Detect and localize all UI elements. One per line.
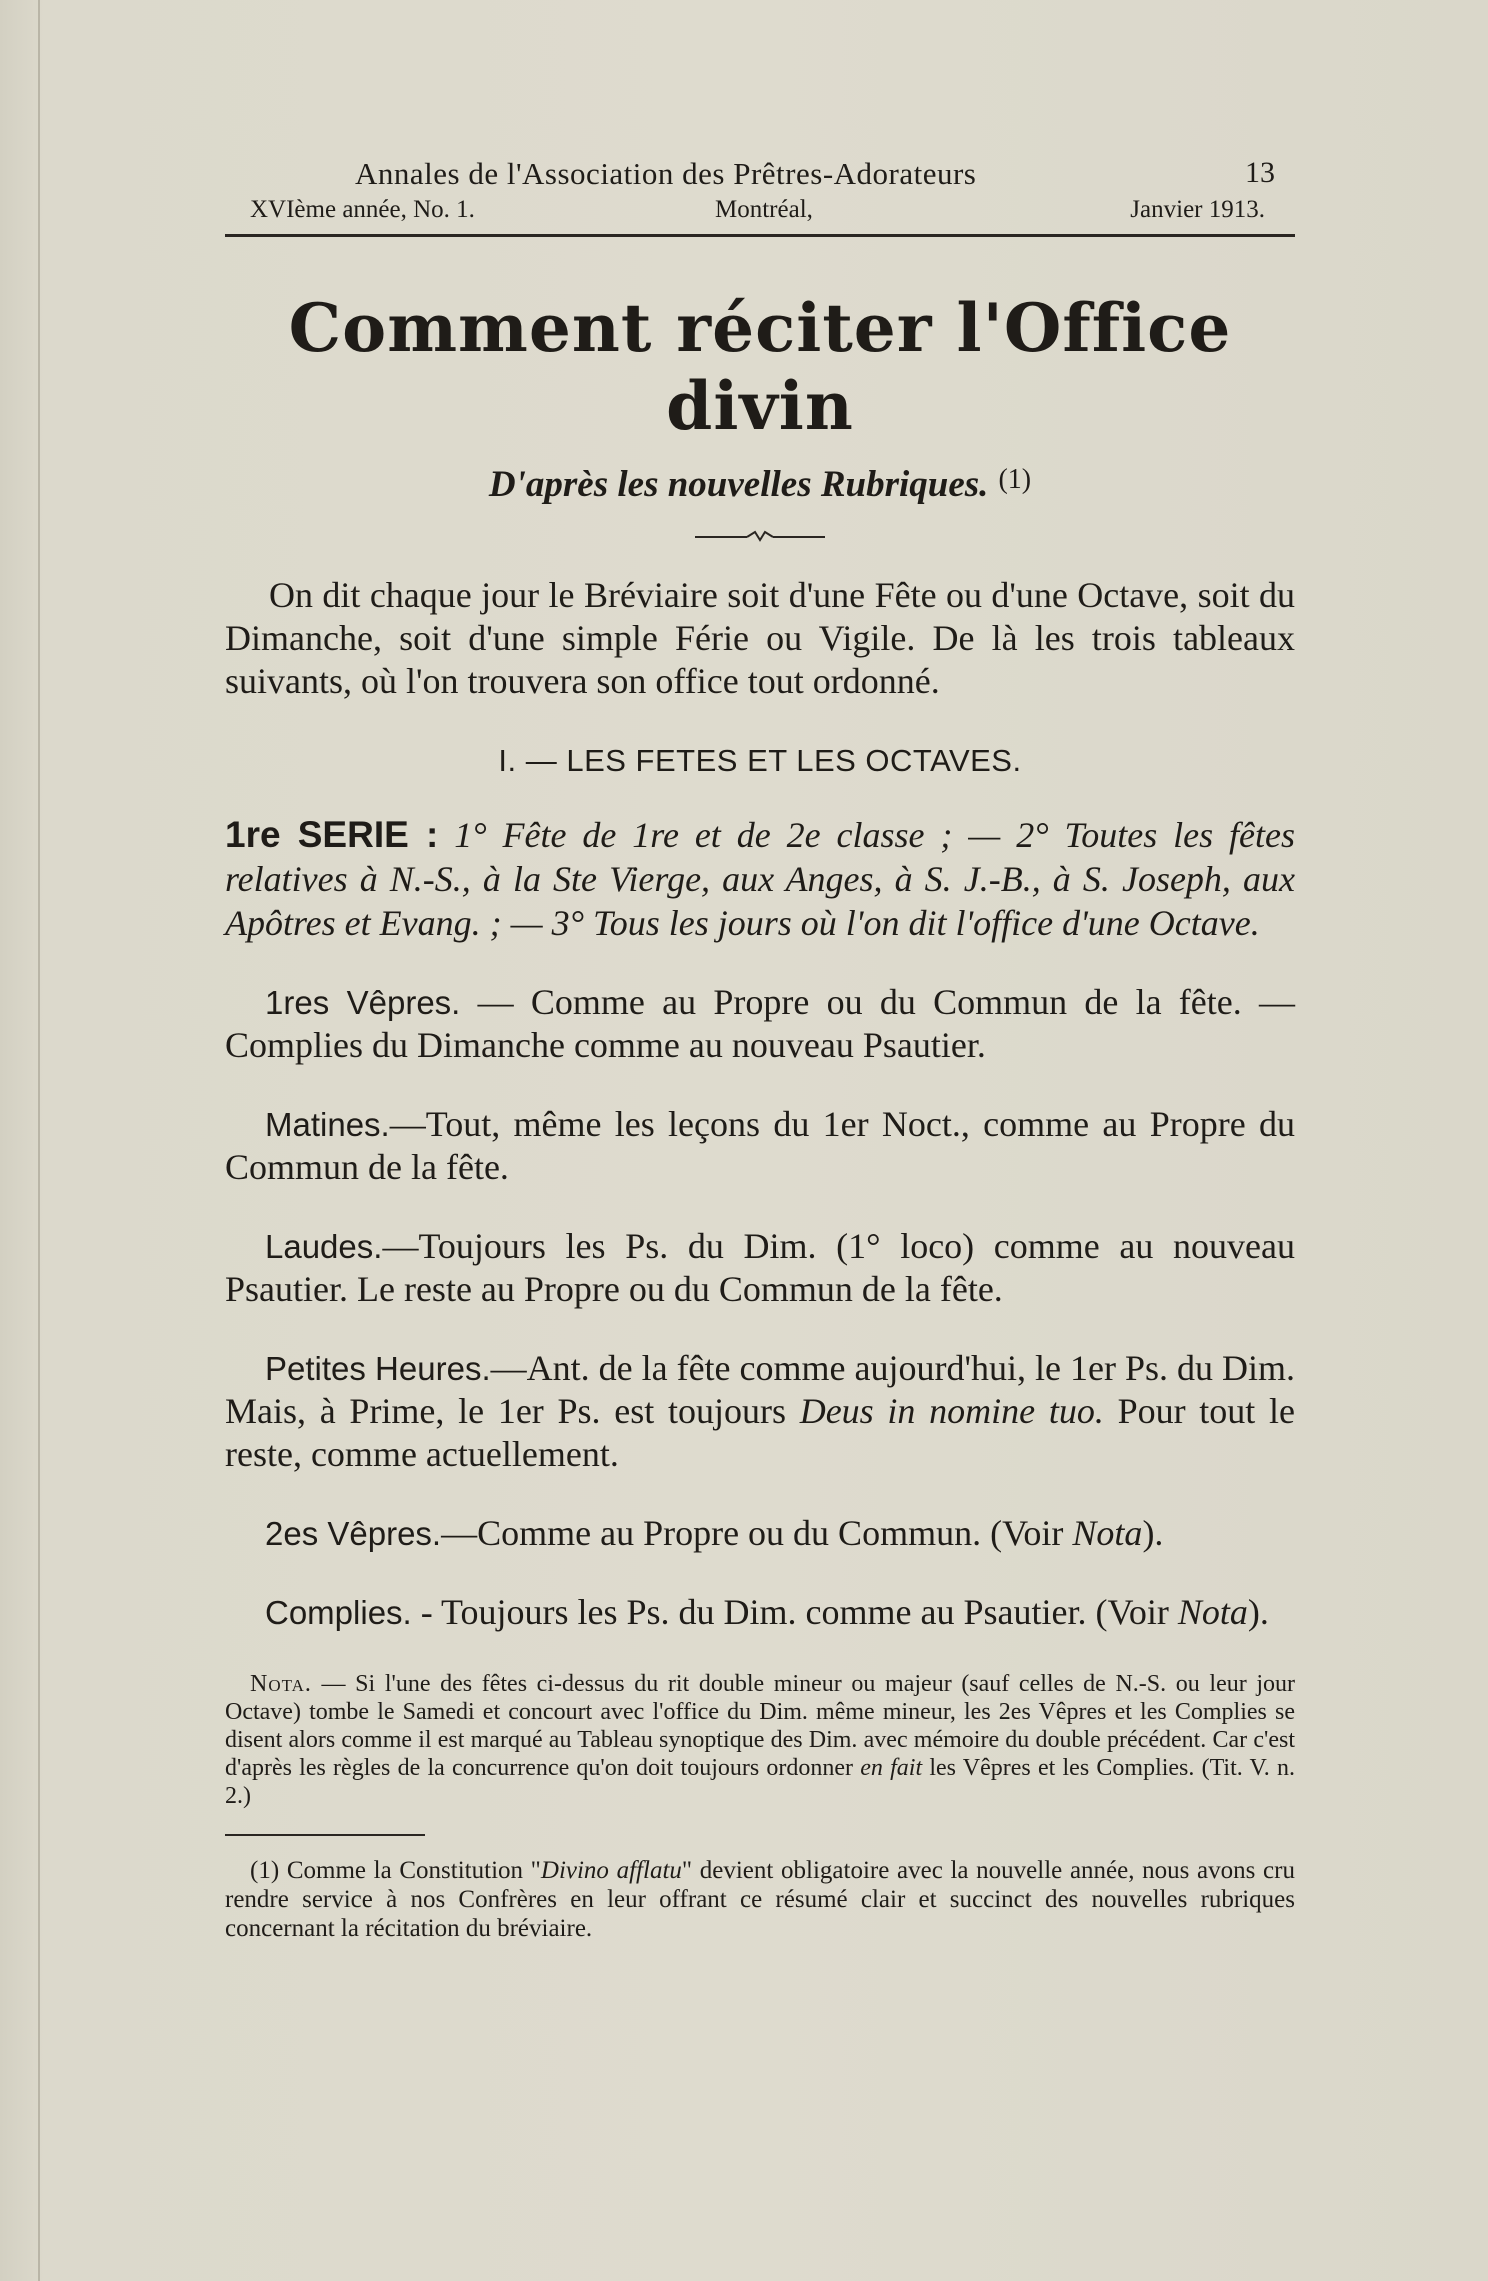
entry-label: Petites Heures. xyxy=(265,1350,491,1387)
footnote-text-after: " devient obligatoire avec la nouvelle année, nous avons cru rendre service à nos Confrères en leur offrant ce résumé clair et succinct des nouvelles rubriques concernant la récitation du bréviaire. xyxy=(225,1857,1295,1942)
entry-italic: Deus in nomine tuo. xyxy=(799,1391,1104,1431)
nota-text: — Si l'une des fêtes ci-dessus du rit double mineur ou majeur (sauf celles de N.-S. ou leur jour Octave) tombe le Samedi et concourt avec l'office du Dim. même mineur, les 2es Vêpres et les Complies se disent alors comme il est marqué au Tableau synoptique des Dim. avec mémoire du double précédent. Car c'est d'après les règles de la concurrence qu'on doit toujours ordonner xyxy=(225,1671,1295,1781)
subtitle-footnote-ref: (1) xyxy=(998,464,1032,495)
article-subtitle xyxy=(225,463,1295,506)
entry-italic: Nota xyxy=(1072,1513,1143,1553)
issue-date: Janvier 1913. xyxy=(1130,196,1265,223)
page-binding-edge xyxy=(38,0,40,2281)
page-number: 13 xyxy=(1245,156,1275,189)
issue-place: Montréal, xyxy=(715,196,813,223)
entry-matines xyxy=(225,1103,1295,1189)
entry-text: —Comme au Propre ou du Commun. (Voir xyxy=(441,1513,1073,1553)
entry-label: Laudes. xyxy=(265,1228,383,1265)
entry-text: — Comme au Propre ou du Commun de la fête. — Complies du Dimanche comme au nouveau Psautier. xyxy=(225,982,1296,1065)
entry-complies xyxy=(225,1591,1295,1634)
series-text: 1° Fête de 1re et de 2e classe ; — 2° Toutes les fêtes relatives à N.-S., à la Ste Vierge, aux Anges, à S. J.-B., à S. Joseph, aux Apôtres et Evang. ; — 3° Tous les jours où l'on dit l'office d'une Octave. xyxy=(225,815,1295,943)
intro-paragraph: On dit chaque jour le Bréviaire soit d'une Fête ou d'une Octave, soit du Dimanche, soit d'une simple Férie ou Vigile. De là les trois tableaux suivants, où l'on trouvera son office tout ordonné. xyxy=(225,575,1295,701)
article-title: Comment réciter l'Office divin xyxy=(288,289,1232,445)
issue-line xyxy=(225,190,1295,232)
entry-laudes xyxy=(225,1225,1295,1311)
text-column xyxy=(225,150,1295,1968)
entry-text: —Toujours les Ps. du Dim. (1° loco) comme au nouveau Psautier. Le reste au Propre ou du Commun de la fête. xyxy=(225,1226,1295,1309)
entry-petites-heures xyxy=(225,1347,1295,1476)
nota-label: Nota. xyxy=(250,1671,312,1697)
entry-label: Complies. xyxy=(265,1594,412,1631)
entry-text-after: ). xyxy=(1247,1592,1269,1632)
entry-1res-vepres xyxy=(225,981,1295,1067)
ornament-divider xyxy=(695,528,825,544)
entry-italic: Nota xyxy=(1177,1592,1248,1632)
issue-number: XVIème année, No. 1. xyxy=(250,196,475,223)
subtitle-text: D'après les nouvelles Rubriques. xyxy=(488,464,989,505)
entry-text-after: Pour tout le reste, comme actuellement. xyxy=(225,1391,1295,1474)
entry-text: —Tout, même les leçons du 1er Noct., comme au Propre du Commun de la fête. xyxy=(225,1104,1295,1187)
nota-text-after: les Vêpres et les Complies. (Tit. V. n. 2.) xyxy=(225,1755,1295,1809)
entry-text: - Toujours les Ps. du Dim. comme au Psautier. (Voir xyxy=(411,1592,1178,1632)
entry-label: Matines. xyxy=(265,1106,390,1143)
section-heading: I. — LES FETES ET LES OCTAVES. xyxy=(498,743,1022,778)
footnote xyxy=(225,1856,1295,1943)
journal-title: Annales de l'Association des Prêtres-Adorateurs xyxy=(355,156,977,191)
footnote-text: (1) Comme la Constitution " xyxy=(250,1857,541,1884)
running-header xyxy=(225,150,1295,190)
entry-2es-vepres xyxy=(225,1512,1295,1555)
footnote-italic: Divino afflatu xyxy=(540,1857,682,1884)
entry-label: 2es Vêpres. xyxy=(265,1515,442,1552)
nota-italic: en fait xyxy=(860,1755,923,1781)
entry-text: —Ant. de la fête comme aujourd'hui, le 1er Ps. du Dim. Mais, à Prime, le 1er Ps. est toujours xyxy=(225,1348,1295,1431)
entry-text-after: ). xyxy=(1142,1513,1164,1553)
series-paragraph xyxy=(225,813,1295,945)
nota-paragraph xyxy=(225,1670,1295,1810)
footnote-rule xyxy=(225,1834,425,1836)
header-rule xyxy=(225,234,1295,237)
series-label: 1re SERIE : xyxy=(225,814,439,855)
entry-label: 1res Vêpres. xyxy=(265,984,461,1021)
